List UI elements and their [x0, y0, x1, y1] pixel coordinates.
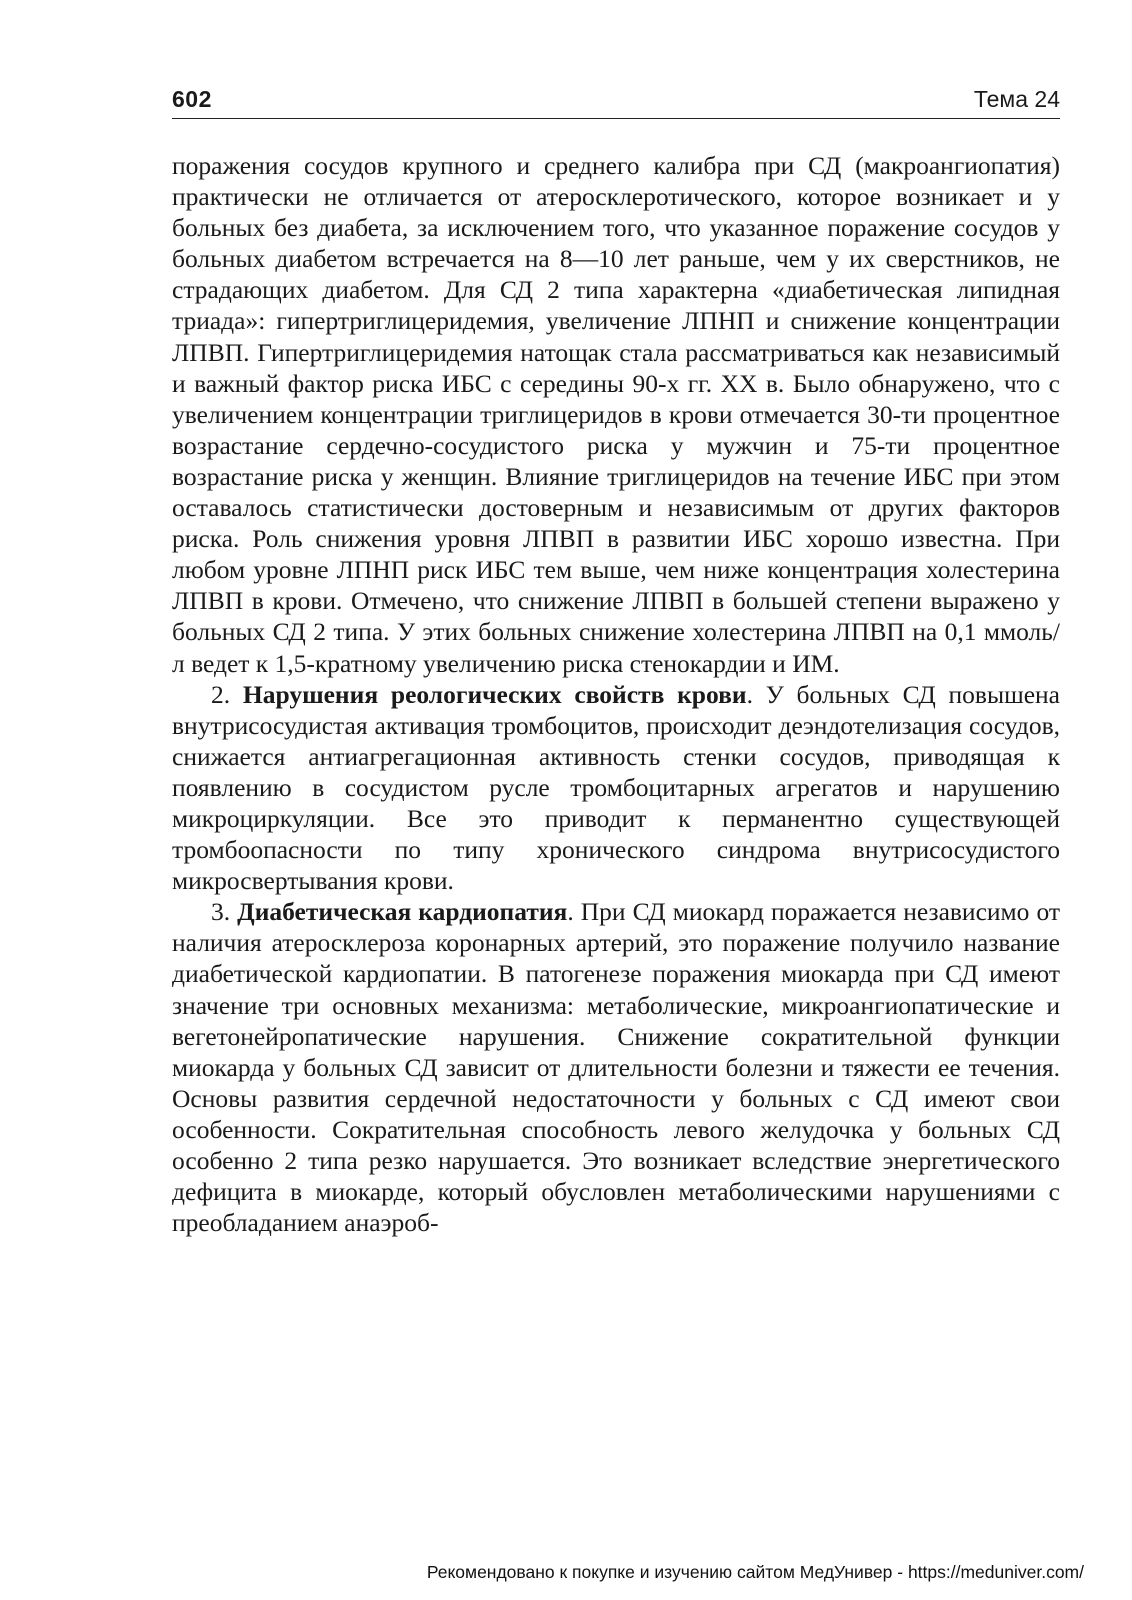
- paragraph-3-heading: Диабетическая кардиопатия: [237, 897, 568, 927]
- paragraph-2-number: 2.: [211, 679, 231, 709]
- paragraph-2: [172, 679, 1060, 897]
- page-number: 602: [172, 86, 212, 112]
- paragraph-3-text: . При СД миокард поражается независимо от наличия атеросклероза коронарных артерий, это поражение получило название диабетической кардиопатии. В патогенезе поражения миокарда при СД имеют значение три основных механизма: метаболические, микроангиопатические и вегетонейропатические нарушения. Снижение сократительной функции миокарда у больных СД зависит от длительности болезни и тяжести ее течения. Основы развития сердечной недостаточности у больных с СД имеют свои особенности. Сократительная способность левого желудочка у больных СД особенно 2 типа резко нарушается. Это возникает вследствие энергетического дефицита в миокарде, который обусловлен метаболическими нарушениями с преобладанием анаэроб-: [172, 897, 1061, 1238]
- paragraph-2-heading: Нарушения реологических свойств крови: [242, 679, 747, 709]
- body-text: [172, 150, 1060, 1238]
- paragraph-3: [172, 896, 1060, 1238]
- paragraph-3-number: 3.: [211, 897, 231, 927]
- chapter-label: Тема 24: [973, 86, 1060, 112]
- paragraph-1: поражения сосудов крупного и среднего калибра при СД (макроангиопатия) практически не отличается от атеросклеротического, которое возникает и у больных без диабета, за исключением того, что указанное поражение сосудов у больных диабетом встречается на 8—10 лет раньше, чем у их сверстников, не страдающих диабетом. Для СД 2 типа характерна «диабетическая липидная триада»: гипертриглицеридемия, увеличение ЛПНП и снижение концентрации ЛПВП. Гипертриглицеридемия натощак стала рассматриваться как независимый и важный фактор риска ИБС с середины 90-х гг. XX в. Было обнаружено, что с увеличением концентрации триглицеридов в крови отмечается 30-ти процентное возрастание сердечно-сосудистого риска у мужчин и 75-ти процентное возрастание риска у женщин. Влияние триглицеридов на течение ИБС при этом оставалось статистически достоверным и независимым от других факторов риска. Роль снижения уровня ЛПВП в развитии ИБС хорошо известна. При любом уровне ЛПНП риск ИБС тем выше, чем ниже концентрация холестерина ЛПВП в крови. Отмечено, что снижение ЛПВП в большей степени выражено у больных СД 2 типа. У этих больных снижение холестерина ЛПВП на 0,1 ммоль/л ведет к 1,5-кратному увеличению риска стенокардии и ИМ.: [172, 151, 1060, 678]
- footer-recommendation: Рекомендовано к покупке и изучению сайтом МедУнивер - https://meduniver.com/: [426, 1562, 1084, 1582]
- paragraph-2-text: . У больных СД повышена внутрисосудистая активация тромбоцитов, происходит деэндотелизация сосудов, снижается антиагрегационная активность стенки сосудов, приводящая к появлению в сосудистом русле тромбоцитарных агрегатов и нарушению микроциркуляции. Все это приводит к перманентно существующей тромбоопасности по типу хронического синдрома внутрисосудистого микросвертывания крови.: [172, 679, 1061, 896]
- running-header: [172, 84, 1060, 119]
